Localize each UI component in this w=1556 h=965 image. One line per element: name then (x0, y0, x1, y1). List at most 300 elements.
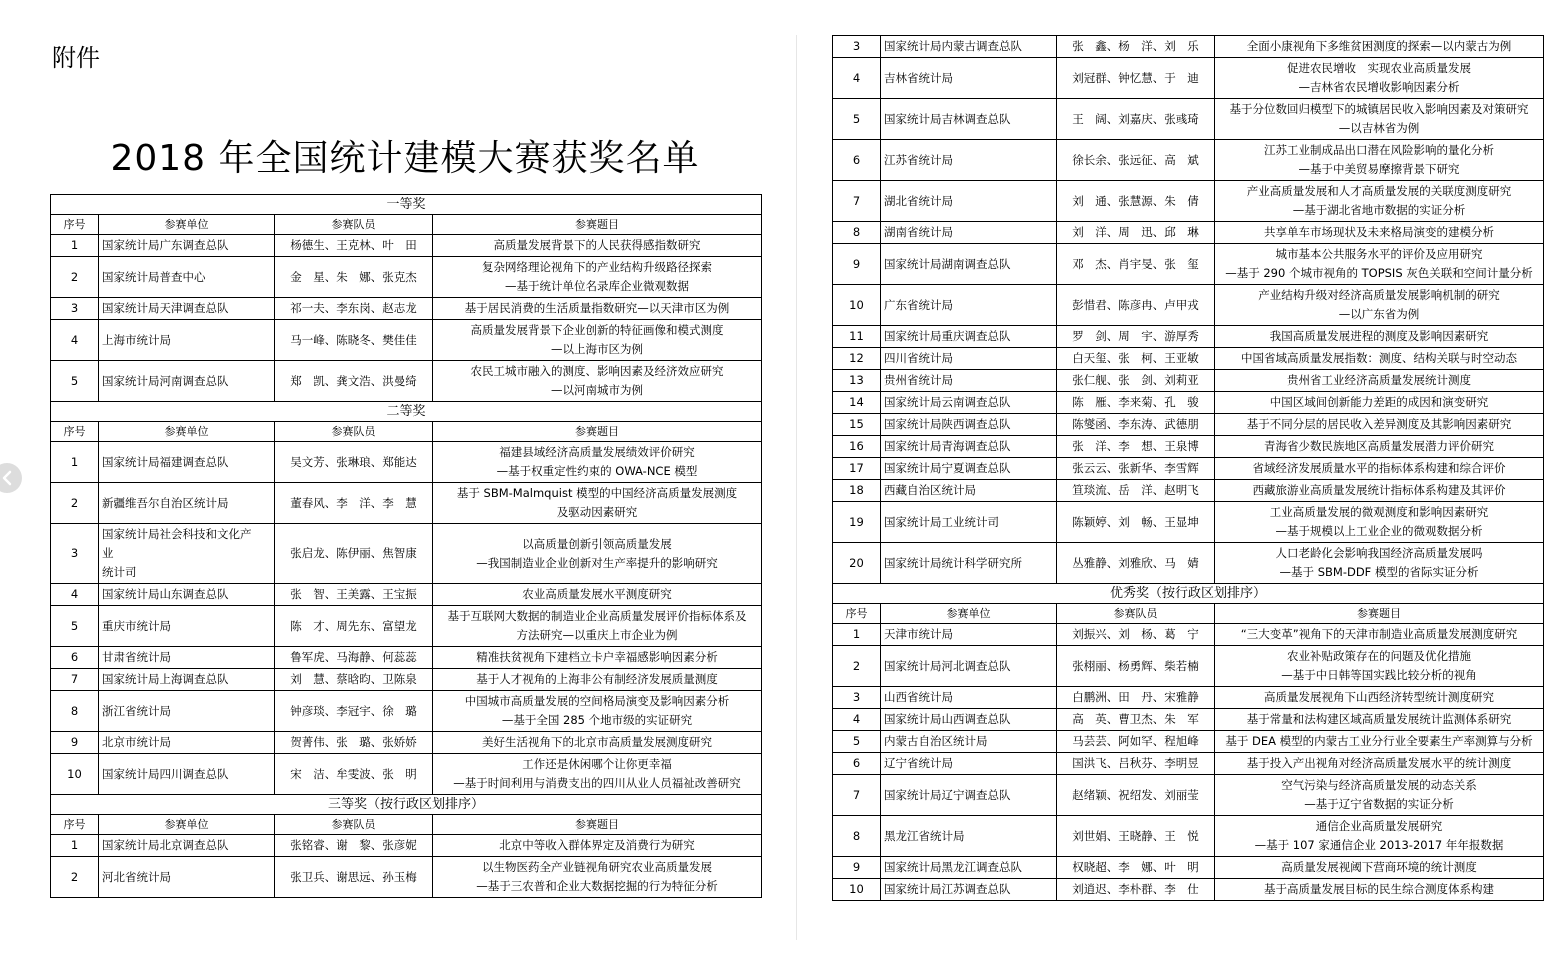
participant-unit (881, 857, 1057, 879)
topic-line: 美好生活视角下的北京市高质量发展测度研究 (482, 735, 712, 749)
award-row (51, 524, 762, 584)
team-members: 刘 洋、周 迅、邱 琳 (1057, 222, 1215, 244)
column-header-unit: 参赛单位 (99, 422, 275, 442)
topic-line: —基于中日韩等国实践比较分析的视角 (1281, 668, 1477, 682)
section-title-row (51, 195, 762, 215)
topic-line: 及驱动因素研究 (556, 505, 638, 519)
unit-line: 国家统计局社会科技和文化产 (102, 527, 252, 541)
unit-line: 国家统计局内蒙古调查总队 (884, 39, 1022, 53)
unit-line: 天津市统计局 (884, 627, 953, 641)
participant-unit (881, 244, 1057, 285)
project-topic (433, 754, 762, 795)
team-members: 鲁军虎、马海静、何蕊蕊 (275, 647, 433, 669)
topic-line: 高质量发展背景下企业创新的特征画像和模式测度 (470, 323, 724, 337)
team-members: 白天玺、张 柯、王亚敏 (1057, 348, 1215, 370)
section-title: 三等奖（按行政区划排序） (51, 795, 762, 815)
column-header-row (833, 604, 1544, 624)
project-topic (1215, 140, 1544, 181)
topic-line: 农业高质量发展水平测度研究 (522, 587, 672, 601)
topic-line: —吉林省农民增收影响因素分析 (1298, 80, 1460, 94)
row-number: 15 (833, 414, 881, 436)
column-header-topic: 参赛题目 (433, 422, 762, 442)
topic-line: 农业补贴政策存在的问题及优化措施 (1287, 649, 1471, 663)
award-row (833, 502, 1544, 543)
topic-line: 以高质量创新引领高质量发展 (522, 536, 672, 551)
award-row (51, 257, 762, 298)
award-row (833, 543, 1544, 584)
team-members: 张栩丽、杨勇辉、柴若楠 (1057, 646, 1215, 687)
unit-line: 国家统计局山东调查总队 (102, 587, 229, 601)
team-members: 张卫兵、谢思远、孙玉梅 (275, 857, 433, 898)
participant-unit (881, 709, 1057, 731)
award-row (51, 584, 762, 606)
section-title-row (833, 584, 1544, 604)
award-row (51, 754, 762, 795)
award-row (833, 326, 1544, 348)
section-title-row (51, 402, 762, 422)
award-row (833, 392, 1544, 414)
column-header-row (51, 815, 762, 835)
topic-line: 高质量发展背景下的人民获得感指数研究 (493, 238, 701, 252)
team-members: 张 智、王美露、王宝振 (275, 584, 433, 606)
topic-line: —基于 290 个城市视角的 TOPSIS 灰色关联和空间计量分析 (1225, 266, 1533, 280)
topic-line: 工业高质量发展的微观测度和影响因素研究 (1269, 505, 1489, 519)
team-members: 笪琰流、岳 洋、赵明飞 (1057, 480, 1215, 502)
topic-line: —基于权重定性约束的 OWA-NCE 模型 (496, 464, 698, 478)
unit-line: 国家统计局河南调查总队 (102, 373, 229, 388)
row-number: 10 (833, 285, 881, 326)
participant-unit (881, 543, 1057, 584)
team-members: 王 阔、刘嘉庆、张彧琦 (1057, 99, 1215, 140)
unit-line: 国家统计局青海调查总队 (884, 439, 1011, 453)
topic-line: —基于湖北省地市数据的实证分析 (1292, 203, 1466, 217)
topic-line: 空气污染与经济高质量发展的动态关系 (1281, 778, 1477, 792)
topic-line: —基于全国 285 个地市级的实证研究 (501, 713, 693, 727)
award-row (833, 36, 1544, 58)
topic-line: —以上海市区为例 (551, 342, 643, 356)
topic-line: 贵州省工业经济高质量发展统计测度 (1287, 373, 1471, 387)
award-row (51, 857, 762, 898)
award-row (51, 361, 762, 402)
team-members: 罗 剑、周 宇、游厚秀 (1057, 326, 1215, 348)
participant-unit (881, 502, 1057, 543)
topic-line: —基于三农普和企业大数据挖掘的行为特征分析 (476, 879, 718, 893)
participant-unit (99, 235, 275, 257)
team-members: 高 英、曹卫杰、朱 军 (1057, 709, 1215, 731)
project-topic (433, 257, 762, 298)
unit-line: 贵州省统计局 (884, 373, 953, 387)
team-members: 刘 通、张慧源、朱 倩 (1057, 181, 1215, 222)
award-row (833, 624, 1544, 646)
row-number: 4 (833, 58, 881, 99)
participant-unit (881, 140, 1057, 181)
unit-line: 国家统计局上海调查总队 (102, 672, 229, 686)
participant-unit (881, 326, 1057, 348)
column-header-team: 参赛队员 (1057, 604, 1215, 624)
page-divider (796, 35, 797, 940)
column-header-row (51, 215, 762, 235)
row-number: 13 (833, 370, 881, 392)
row-number: 20 (833, 543, 881, 584)
unit-line: 山西省统计局 (884, 690, 953, 704)
team-members: 权晓超、李 娜、叶 明 (1057, 857, 1215, 879)
project-topic (1215, 879, 1544, 901)
unit-line: 国家统计局吉林调查总队 (884, 111, 1011, 126)
award-row (833, 140, 1544, 181)
award-row (833, 687, 1544, 709)
award-row (833, 458, 1544, 480)
topic-line: 产业结构升级对经济高质量发展影响机制的研究 (1258, 288, 1500, 302)
unit-line: 国家统计局广东调查总队 (102, 238, 229, 252)
project-topic (433, 606, 762, 647)
unit-line: 北京市统计局 (102, 735, 171, 749)
participant-unit (99, 669, 275, 691)
award-row (833, 348, 1544, 370)
row-number: 10 (833, 879, 881, 901)
team-members: 杨德生、王克林、叶 田 (275, 235, 433, 257)
unit-line: 甘肃省统计局 (102, 650, 171, 664)
project-topic (1215, 543, 1544, 584)
topic-line: 西藏旅游业高质量发展统计指标体系构建及其评价 (1252, 483, 1506, 497)
team-members: 张 鑫、杨 洋、刘 乐 (1057, 36, 1215, 58)
award-row (833, 99, 1544, 140)
participant-unit (881, 624, 1057, 646)
participant-unit (99, 584, 275, 606)
award-row (51, 442, 762, 483)
participant-unit (99, 524, 275, 584)
document-title: 2018 年全国统计建模大赛获奖名单 (110, 138, 700, 179)
project-topic (1215, 436, 1544, 458)
award-row (833, 731, 1544, 753)
award-row (833, 753, 1544, 775)
unit-line: 江苏省统计局 (884, 152, 953, 167)
project-topic (1215, 181, 1544, 222)
row-number: 3 (51, 298, 99, 320)
project-topic (433, 835, 762, 857)
award-row (51, 691, 762, 732)
column-header-topic: 参赛题目 (433, 215, 762, 235)
team-members: 张启龙、陈伊丽、焦智康 (275, 524, 433, 584)
team-members: 张云云、张新华、李雪辉 (1057, 458, 1215, 480)
row-number: 9 (833, 857, 881, 879)
topic-line: —基于中美贸易摩擦背景下研究 (1298, 162, 1460, 176)
unit-line: 河北省统计局 (102, 869, 171, 884)
team-members: 刘振兴、刘 杨、葛 宁 (1057, 624, 1215, 646)
team-members: 刘逍迟、李朴群、李 仕 (1057, 879, 1215, 901)
participant-unit (881, 879, 1057, 901)
column-header-team: 参赛队员 (275, 422, 433, 442)
awards-table-right (832, 35, 1544, 901)
unit-line: 吉林省统计局 (884, 70, 953, 85)
topic-line: 我国高质量发展进程的测度及影响因素研究 (1269, 329, 1489, 343)
row-number: 11 (833, 326, 881, 348)
participant-unit (881, 458, 1057, 480)
unit-line: 浙江省统计局 (102, 703, 171, 718)
awards-table-left (50, 194, 762, 898)
participant-unit (881, 58, 1057, 99)
award-row (833, 480, 1544, 502)
unit-line: 统计司 (102, 565, 137, 579)
topic-line: 青海省少数民族地区高质量发展潜力评价研究 (1264, 439, 1494, 453)
award-row (51, 235, 762, 257)
topic-line: 精准扶贫视角下建档立卡户幸福感影响因素分析 (476, 650, 718, 664)
project-topic (1215, 709, 1544, 731)
award-row (833, 58, 1544, 99)
participant-unit (881, 816, 1057, 857)
topic-line: 高质量发展视阈下营商环境的统计测度 (1281, 860, 1477, 874)
team-members: 张 洋、李 想、王泉博 (1057, 436, 1215, 458)
topic-line: 中国区域间创新能力差距的成因和演变研究 (1269, 395, 1489, 409)
award-row (833, 646, 1544, 687)
team-members: 贺菁伟、张 璐、张娇娇 (275, 732, 433, 754)
row-number: 10 (51, 754, 99, 795)
column-header-no: 序号 (51, 815, 99, 835)
participant-unit (99, 857, 275, 898)
participant-unit (99, 483, 275, 524)
award-row (833, 370, 1544, 392)
topic-line: 基于互联网大数据的制造业企业高质量发展评价指标体系及 (447, 609, 747, 623)
column-header-team: 参赛队员 (275, 215, 433, 235)
topic-line: 以生物医药全产业链视角研究农业高质量发展 (482, 860, 712, 874)
award-row (833, 222, 1544, 244)
unit-line: 新疆维吾尔自治区统计局 (102, 495, 229, 510)
topic-line: 福建县域经济高质量发展绩效评价研究 (499, 445, 695, 459)
previous-page-button[interactable] (0, 463, 22, 493)
row-number: 4 (833, 709, 881, 731)
project-topic (433, 442, 762, 483)
row-number: 1 (51, 442, 99, 483)
topic-line: 基于 SBM-Malmquist 模型的中国经济高质量发展测度 (456, 486, 738, 500)
unit-line: 国家统计局宁夏调查总队 (884, 461, 1011, 475)
participant-unit (99, 835, 275, 857)
unit-line: 国家统计局河北调查总队 (884, 658, 1011, 673)
topic-line: 省域经济发展质量水平的指标体系构建和综合评价 (1252, 461, 1506, 475)
row-number: 5 (51, 361, 99, 402)
column-header-unit: 参赛单位 (99, 215, 275, 235)
project-topic (1215, 753, 1544, 775)
topic-line: 人口老龄化会影响我国经济高质量发展吗 (1275, 546, 1483, 560)
award-row (833, 285, 1544, 326)
topic-line: 基于分位数回归模型下的城镇居民收入影响因素及对策研究 (1229, 102, 1529, 116)
unit-line: 四川省统计局 (884, 351, 953, 365)
award-row (51, 320, 762, 361)
unit-line: 辽宁省统计局 (884, 756, 953, 770)
row-number: 6 (833, 753, 881, 775)
team-members: 张仁舰、张 剑、刘莉亚 (1057, 370, 1215, 392)
project-topic (1215, 624, 1544, 646)
row-number: 17 (833, 458, 881, 480)
project-topic (1215, 326, 1544, 348)
row-number: 2 (833, 646, 881, 687)
row-number: 5 (833, 99, 881, 140)
team-members: 马一峰、陈晓冬、樊佳佳 (275, 320, 433, 361)
topic-line: —我国制造业企业创新对生产率提升的影响研究 (476, 555, 718, 570)
team-members: 刘 慧、蔡晗昀、卫陈泉 (275, 669, 433, 691)
project-topic (1215, 58, 1544, 99)
unit-line: 国家统计局四川调查总队 (102, 766, 229, 781)
project-topic (1215, 646, 1544, 687)
team-members: 丛雅静、刘雅欣、马 婧 (1057, 543, 1215, 584)
award-row (51, 835, 762, 857)
team-members: 徐长余、张远征、高 斌 (1057, 140, 1215, 181)
team-members: 陈 才、周先东、富望龙 (275, 606, 433, 647)
participant-unit (881, 36, 1057, 58)
project-topic (1215, 731, 1544, 753)
participant-unit (99, 754, 275, 795)
unit-line: 西藏自治区统计局 (884, 483, 976, 497)
topic-line: “三大变革”视角下的天津市制造业高质量发展测度研究 (1240, 627, 1518, 641)
award-row (833, 857, 1544, 879)
row-number: 2 (51, 857, 99, 898)
project-topic (1215, 775, 1544, 816)
team-members: 白鹏洲、田 丹、宋雅静 (1057, 687, 1215, 709)
project-topic (433, 483, 762, 524)
row-number: 18 (833, 480, 881, 502)
participant-unit (881, 414, 1057, 436)
participant-unit (99, 732, 275, 754)
team-members: 董春风、李 洋、李 慧 (275, 483, 433, 524)
section-title: 优秀奖（按行政区划排序） (833, 584, 1544, 604)
award-row (833, 436, 1544, 458)
project-topic (1215, 857, 1544, 879)
unit-line: 湖北省统计局 (884, 193, 953, 208)
participant-unit (881, 285, 1057, 326)
topic-line: 基于投入产出视角对经济高质量发展水平的统计测度 (1246, 756, 1512, 770)
topic-line: 城市基本公共服务水平的评价及应用研究 (1275, 247, 1483, 261)
unit-line: 国家统计局重庆调查总队 (884, 329, 1011, 343)
unit-line: 国家统计局普查中心 (102, 269, 206, 284)
row-number: 4 (51, 584, 99, 606)
participant-unit (99, 257, 275, 298)
project-topic (1215, 816, 1544, 857)
topic-line: 基于 DEA 模型的内蒙古工业分行业全要素生产率测算与分析 (1225, 734, 1533, 748)
participant-unit (881, 646, 1057, 687)
unit-line: 国家统计局云南调查总队 (884, 395, 1011, 409)
project-topic (433, 669, 762, 691)
project-topic (433, 298, 762, 320)
project-topic (1215, 502, 1544, 543)
row-number: 16 (833, 436, 881, 458)
unit-line: 业 (102, 546, 114, 560)
project-topic (433, 320, 762, 361)
unit-line: 国家统计局黑龙江调查总队 (884, 860, 1022, 874)
team-members: 钟彦琰、李冠宇、徐 璐 (275, 691, 433, 732)
topic-line: 中国城市高质量发展的空间格局演变及影响因素分析 (464, 694, 730, 708)
project-topic (1215, 244, 1544, 285)
column-header-team: 参赛队员 (275, 815, 433, 835)
participant-unit (99, 320, 275, 361)
topic-line: —以河南城市为例 (551, 383, 643, 397)
project-topic (433, 361, 762, 402)
unit-line: 黑龙江省统计局 (884, 828, 965, 843)
participant-unit (881, 370, 1057, 392)
project-topic (433, 584, 762, 606)
unit-line: 国家统计局工业统计司 (884, 514, 999, 529)
column-header-row (51, 422, 762, 442)
project-topic (1215, 285, 1544, 326)
team-members: 宋 洁、牟雯波、张 明 (275, 754, 433, 795)
award-row (833, 709, 1544, 731)
team-members: 张铭睿、谢 黎、张彦妮 (275, 835, 433, 857)
topic-line: —基于时间利用与消费支出的四川从业人员福祉改善研究 (453, 776, 741, 790)
project-topic (433, 647, 762, 669)
award-row (51, 606, 762, 647)
award-row (51, 483, 762, 524)
participant-unit (881, 753, 1057, 775)
project-topic (1215, 414, 1544, 436)
column-header-unit: 参赛单位 (881, 604, 1057, 624)
team-members: 吴文芳、张琳琅、郑能达 (275, 442, 433, 483)
participant-unit (99, 442, 275, 483)
participant-unit (881, 222, 1057, 244)
column-header-unit: 参赛单位 (99, 815, 275, 835)
award-row (51, 298, 762, 320)
row-number: 8 (833, 816, 881, 857)
topic-line: —基于统计单位名录库企业微观数据 (505, 279, 689, 293)
unit-line: 国家统计局福建调查总队 (102, 454, 229, 469)
row-number: 5 (833, 731, 881, 753)
unit-line: 广东省统计局 (884, 297, 953, 312)
participant-unit (99, 298, 275, 320)
topic-line: 北京中等收入群体界定及消费行为研究 (499, 838, 695, 852)
row-number: 1 (833, 624, 881, 646)
column-header-no: 序号 (51, 422, 99, 442)
row-number: 7 (833, 775, 881, 816)
attachment-label: 附件 (52, 44, 100, 72)
participant-unit (881, 348, 1057, 370)
row-number: 1 (51, 235, 99, 257)
topic-line: —基于 SBM-DDF 模型的省际实证分析 (1279, 565, 1479, 579)
row-number: 3 (833, 687, 881, 709)
topic-line: —以吉林省为例 (1338, 121, 1420, 135)
team-members: 刘冠群、钟忆慧、于 迪 (1057, 58, 1215, 99)
row-number: 8 (833, 222, 881, 244)
unit-line: 国家统计局天津调查总队 (102, 301, 229, 315)
row-number: 3 (833, 36, 881, 58)
topic-line: 基于常量和法构建区域高质量发展统计监测体系研究 (1246, 712, 1512, 726)
project-topic (1215, 99, 1544, 140)
unit-line: 国家统计局江苏调查总队 (884, 882, 1011, 896)
section-title: 二等奖 (51, 402, 762, 422)
participant-unit (99, 691, 275, 732)
column-header-topic: 参赛题目 (433, 815, 762, 835)
row-number: 7 (833, 181, 881, 222)
participant-unit (99, 361, 275, 402)
row-number: 6 (833, 140, 881, 181)
team-members: 邓 杰、肖宇旻、张 玺 (1057, 244, 1215, 285)
participant-unit (881, 731, 1057, 753)
topic-line: 通信企业高质量发展研究 (1315, 819, 1443, 833)
team-members: 马芸芸、阿如罕、程旭峰 (1057, 731, 1215, 753)
topic-line: 促进农民增收 实现农业高质量发展 (1287, 61, 1471, 75)
participant-unit (99, 647, 275, 669)
project-topic (433, 524, 762, 584)
topic-line: —基于规模以上工业企业的微观数据分析 (1275, 524, 1483, 538)
unit-line: 上海市统计局 (102, 332, 171, 347)
topic-line: 基于居民消费的生活质量指数研究—以天津市区为例 (464, 301, 730, 315)
project-topic (1215, 222, 1544, 244)
participant-unit (881, 775, 1057, 816)
row-number: 19 (833, 502, 881, 543)
column-header-topic: 参赛题目 (1215, 604, 1544, 624)
topic-line: 农民工城市融入的测度、影响因素及经济效应研究 (470, 364, 724, 378)
team-members: 赵绪颖、祝绍发、刘丽莹 (1057, 775, 1215, 816)
topic-line: 方法研究—以重庆上市企业为例 (516, 628, 678, 642)
team-members: 陈 雁、李来菊、孔 骏 (1057, 392, 1215, 414)
topic-line: 工作还是休闲哪个让你更幸福 (522, 757, 672, 771)
project-topic (1215, 36, 1544, 58)
team-members: 彭惜君、陈彦冉、卢甲戎 (1057, 285, 1215, 326)
